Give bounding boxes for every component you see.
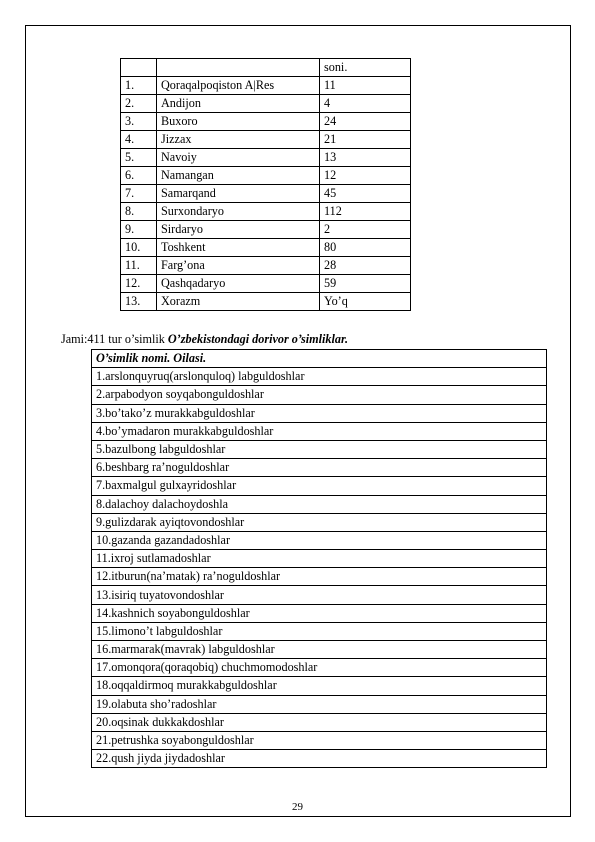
table-row	[92, 641, 547, 659]
table-row	[92, 368, 547, 386]
row-number-cell: 9.	[121, 221, 157, 239]
row-number-cell: 7.	[121, 185, 157, 203]
table-row	[121, 221, 411, 239]
count-cell: 28	[320, 257, 411, 275]
table-row	[121, 149, 411, 167]
plant-entry-cell: 19.olabuta sho’radoshlar	[92, 695, 547, 713]
table-row	[92, 677, 547, 695]
region-name-cell: Toshkent	[157, 239, 320, 257]
plants-header-cell: O’simlik nomi. Oilasi.	[92, 350, 547, 368]
plant-entry-cell: 20.oqsinak dukkakdoshlar	[92, 713, 547, 731]
row-number-cell: 13.	[121, 293, 157, 311]
count-cell: Yo’q	[320, 293, 411, 311]
table-row	[121, 131, 411, 149]
table-row	[121, 257, 411, 275]
row-number-cell: 6.	[121, 167, 157, 185]
table-row	[121, 113, 411, 131]
summary-line	[61, 331, 348, 347]
table-row	[92, 422, 547, 440]
plant-entry-cell: 10.gazanda gazandadoshlar	[92, 531, 547, 549]
row-number-cell: 3.	[121, 113, 157, 131]
table-row	[92, 659, 547, 677]
region-name-cell: Namangan	[157, 167, 320, 185]
region-name-cell: Samarqand	[157, 185, 320, 203]
table-row	[121, 185, 411, 203]
table-row	[92, 440, 547, 458]
plant-entry-cell: 13.isiriq tuyatovondoshlar	[92, 586, 547, 604]
table-row	[92, 604, 547, 622]
table-row	[121, 293, 411, 311]
row-number-cell: 8.	[121, 203, 157, 221]
table-header-row	[92, 350, 547, 368]
plant-entry-cell: 4.bo’ymadaron murakkabguldoshlar	[92, 422, 547, 440]
regions-table	[120, 58, 411, 311]
count-cell: soni.	[320, 59, 411, 77]
table-row	[121, 239, 411, 257]
region-name-cell: Qoraqalpoqiston A|Res	[157, 77, 320, 95]
table-row	[121, 59, 411, 77]
plant-entry-cell: 8.dalachoy dalachoydoshla	[92, 495, 547, 513]
row-number-cell: 4.	[121, 131, 157, 149]
plant-entry-cell: 7.baxmalgul gulxayridoshlar	[92, 477, 547, 495]
table-row	[92, 477, 547, 495]
count-cell: 24	[320, 113, 411, 131]
row-number-cell: 1.	[121, 77, 157, 95]
table-row	[92, 550, 547, 568]
region-name-cell: Farg’ona	[157, 257, 320, 275]
row-number-cell: 2.	[121, 95, 157, 113]
count-cell: 21	[320, 131, 411, 149]
plant-entry-cell: 16.marmarak(mavrak) labguldoshlar	[92, 641, 547, 659]
count-cell: 4	[320, 95, 411, 113]
row-number-cell: 10.	[121, 239, 157, 257]
plant-entry-cell: 17.omonqora(qoraqobiq) chuchmomodoshlar	[92, 659, 547, 677]
table-row	[92, 513, 547, 531]
region-name-cell: Sirdaryo	[157, 221, 320, 239]
region-name-cell: Navoiy	[157, 149, 320, 167]
plant-entry-cell: 6.beshbarg ra’noguldoshlar	[92, 459, 547, 477]
region-name-cell: Buxoro	[157, 113, 320, 131]
row-number-cell: 12.	[121, 275, 157, 293]
count-cell: 11	[320, 77, 411, 95]
table-row	[92, 622, 547, 640]
count-cell: 80	[320, 239, 411, 257]
plant-entry-cell: 1.arslonquyruq(arslonquloq) labguldoshlar	[92, 368, 547, 386]
table-row	[92, 386, 547, 404]
row-number-cell	[121, 59, 157, 77]
plant-entry-cell: 18.oqqaldirmoq murakkabguldoshlar	[92, 677, 547, 695]
table-row	[92, 459, 547, 477]
table-row	[92, 586, 547, 604]
table-row	[92, 495, 547, 513]
table-row	[92, 531, 547, 549]
plant-entry-cell: 3.bo’tako’z murakkabguldoshlar	[92, 404, 547, 422]
plant-entry-cell: 22.qush jiyda jiydadoshlar	[92, 750, 547, 768]
count-cell: 12	[320, 167, 411, 185]
table-row	[121, 167, 411, 185]
plant-entry-cell: 15.limono’t labguldoshlar	[92, 622, 547, 640]
page-number: 29	[292, 801, 303, 813]
plant-entry-cell: 9.gulizdarak ayiqtovondoshlar	[92, 513, 547, 531]
count-cell: 13	[320, 149, 411, 167]
plant-entry-cell: 21.petrushka soyabonguldoshlar	[92, 731, 547, 749]
table-row	[92, 695, 547, 713]
table-row	[92, 404, 547, 422]
count-cell: 2	[320, 221, 411, 239]
summary-title: O’zbekistondagi dorivor o’simliklar.	[167, 332, 349, 346]
row-number-cell: 5.	[121, 149, 157, 167]
plant-entry-cell: 2.arpabodyon soyqabonguldoshlar	[92, 386, 547, 404]
summary-prefix: Jami:411 tur o’simlik	[61, 332, 168, 346]
table-row	[92, 731, 547, 749]
plant-entry-cell: 12.itburun(na’matak) ra’noguldoshlar	[92, 568, 547, 586]
medicinal-plants-table	[91, 349, 547, 768]
region-name-cell	[157, 59, 320, 77]
count-cell: 112	[320, 203, 411, 221]
table-row	[92, 568, 547, 586]
table-row	[121, 275, 411, 293]
count-cell: 45	[320, 185, 411, 203]
table-row	[92, 713, 547, 731]
region-name-cell: Andijon	[157, 95, 320, 113]
plant-entry-cell: 11.ixroj sutlamadoshlar	[92, 550, 547, 568]
plant-entry-cell: 5.bazulbong labguldoshlar	[92, 440, 547, 458]
region-name-cell: Qashqadaryo	[157, 275, 320, 293]
table-row	[121, 203, 411, 221]
row-number-cell: 11.	[121, 257, 157, 275]
plant-entry-cell: 14.kashnich soyabonguldoshlar	[92, 604, 547, 622]
region-name-cell: Jizzax	[157, 131, 320, 149]
region-name-cell: Xorazm	[157, 293, 320, 311]
table-row	[121, 95, 411, 113]
table-row	[121, 77, 411, 95]
count-cell: 59	[320, 275, 411, 293]
table-row	[92, 750, 547, 768]
region-name-cell: Surxondaryo	[157, 203, 320, 221]
